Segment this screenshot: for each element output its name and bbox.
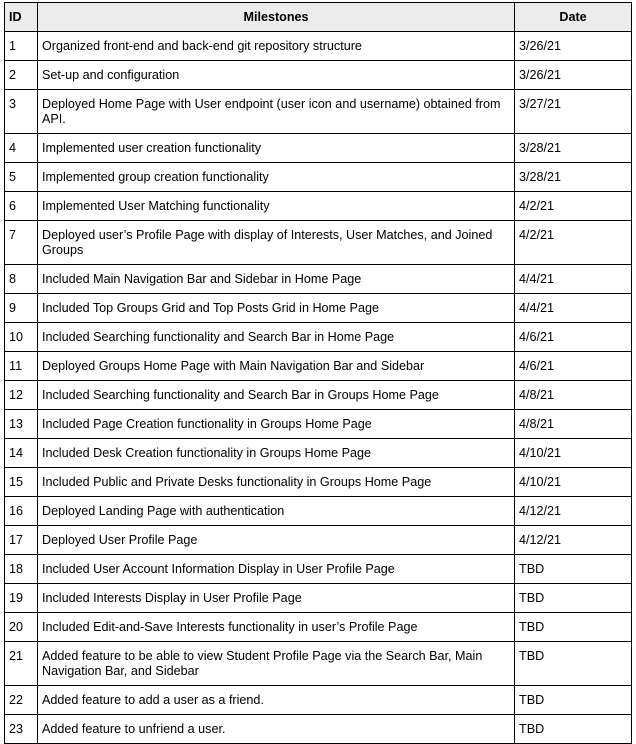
cell-milestone: Added feature to be able to view Student Profile Page via the Search Bar, Main Navigation Bar, and Sidebar <box>38 642 515 686</box>
table-row <box>5 294 632 323</box>
cell-date: 3/26/21 <box>515 32 632 61</box>
cell-date: 4/8/21 <box>515 381 632 410</box>
cell-milestone: Organized front-end and back-end git repository structure <box>38 32 515 61</box>
cell-milestone: Added feature to unfriend a user. <box>38 715 515 744</box>
table-row <box>5 381 632 410</box>
cell-date: TBD <box>515 686 632 715</box>
header-milestones: Milestones <box>38 3 515 32</box>
cell-date: 4/10/21 <box>515 439 632 468</box>
cell-milestone: Set-up and configuration <box>38 61 515 90</box>
cell-milestone: Included Page Creation functionality in Groups Home Page <box>38 410 515 439</box>
cell-date: TBD <box>515 715 632 744</box>
cell-date: 4/2/21 <box>515 192 632 221</box>
table-row <box>5 715 632 744</box>
cell-id: 15 <box>5 468 38 497</box>
cell-date: 3/27/21 <box>515 90 632 134</box>
cell-date: TBD <box>515 584 632 613</box>
cell-id: 14 <box>5 439 38 468</box>
header-row <box>5 3 632 32</box>
table-row <box>5 61 632 90</box>
cell-date: TBD <box>515 642 632 686</box>
milestones-table <box>4 2 632 744</box>
cell-id: 11 <box>5 352 38 381</box>
cell-milestone: Included Public and Private Desks functionality in Groups Home Page <box>38 468 515 497</box>
cell-milestone: Implemented User Matching functionality <box>38 192 515 221</box>
cell-milestone: Included Main Navigation Bar and Sidebar in Home Page <box>38 265 515 294</box>
table-row <box>5 497 632 526</box>
table-row <box>5 163 632 192</box>
table-body <box>5 32 632 744</box>
cell-date: 3/28/21 <box>515 134 632 163</box>
cell-date: 3/26/21 <box>515 61 632 90</box>
cell-id: 16 <box>5 497 38 526</box>
table-row <box>5 613 632 642</box>
cell-id: 9 <box>5 294 38 323</box>
table-row <box>5 352 632 381</box>
table-row <box>5 410 632 439</box>
cell-date: TBD <box>515 555 632 584</box>
cell-id: 2 <box>5 61 38 90</box>
cell-milestone: Implemented group creation functionality <box>38 163 515 192</box>
cell-id: 21 <box>5 642 38 686</box>
cell-id: 13 <box>5 410 38 439</box>
header-id: ID <box>5 3 38 32</box>
cell-milestone: Deployed User Profile Page <box>38 526 515 555</box>
cell-date: 4/8/21 <box>515 410 632 439</box>
cell-id: 5 <box>5 163 38 192</box>
table-row <box>5 323 632 352</box>
cell-id: 1 <box>5 32 38 61</box>
table-row <box>5 468 632 497</box>
cell-milestone: Included Searching functionality and Search Bar in Groups Home Page <box>38 381 515 410</box>
cell-milestone: Deployed Landing Page with authentication <box>38 497 515 526</box>
cell-id: 20 <box>5 613 38 642</box>
cell-id: 18 <box>5 555 38 584</box>
cell-id: 22 <box>5 686 38 715</box>
cell-id: 7 <box>5 221 38 265</box>
cell-date: 4/10/21 <box>515 468 632 497</box>
table-row <box>5 526 632 555</box>
cell-id: 19 <box>5 584 38 613</box>
cell-date: 4/12/21 <box>515 526 632 555</box>
cell-milestone: Included Edit-and-Save Interests functionality in user’s Profile Page <box>38 613 515 642</box>
table-header <box>5 3 632 32</box>
header-date: Date <box>515 3 632 32</box>
cell-milestone: Included Interests Display in User Profile Page <box>38 584 515 613</box>
cell-milestone: Deployed user’s Profile Page with display of Interests, User Matches, and Joined Groups <box>38 221 515 265</box>
cell-milestone: Included Top Groups Grid and Top Posts Grid in Home Page <box>38 294 515 323</box>
cell-milestone: Implemented user creation functionality <box>38 134 515 163</box>
cell-date: 4/2/21 <box>515 221 632 265</box>
table-row <box>5 90 632 134</box>
cell-date: TBD <box>515 613 632 642</box>
table-row <box>5 134 632 163</box>
cell-milestone: Added feature to add a user as a friend. <box>38 686 515 715</box>
cell-id: 8 <box>5 265 38 294</box>
cell-date: 4/6/21 <box>515 352 632 381</box>
cell-id: 12 <box>5 381 38 410</box>
table-row <box>5 584 632 613</box>
cell-id: 4 <box>5 134 38 163</box>
cell-milestone: Deployed Home Page with User endpoint (user icon and username) obtained from API. <box>38 90 515 134</box>
cell-id: 10 <box>5 323 38 352</box>
cell-milestone: Included Searching functionality and Search Bar in Home Page <box>38 323 515 352</box>
cell-date: 4/6/21 <box>515 323 632 352</box>
table-row <box>5 642 632 686</box>
cell-id: 6 <box>5 192 38 221</box>
table-row <box>5 686 632 715</box>
cell-date: 4/4/21 <box>515 294 632 323</box>
table-row <box>5 555 632 584</box>
table-row <box>5 221 632 265</box>
cell-milestone: Included User Account Information Display in User Profile Page <box>38 555 515 584</box>
cell-milestone: Included Desk Creation functionality in Groups Home Page <box>38 439 515 468</box>
cell-milestone: Deployed Groups Home Page with Main Navigation Bar and Sidebar <box>38 352 515 381</box>
cell-date: 4/12/21 <box>515 497 632 526</box>
cell-date: 3/28/21 <box>515 163 632 192</box>
table-row <box>5 265 632 294</box>
table-row <box>5 439 632 468</box>
cell-date: 4/4/21 <box>515 265 632 294</box>
cell-id: 17 <box>5 526 38 555</box>
cell-id: 3 <box>5 90 38 134</box>
table-row <box>5 32 632 61</box>
table-row <box>5 192 632 221</box>
cell-id: 23 <box>5 715 38 744</box>
